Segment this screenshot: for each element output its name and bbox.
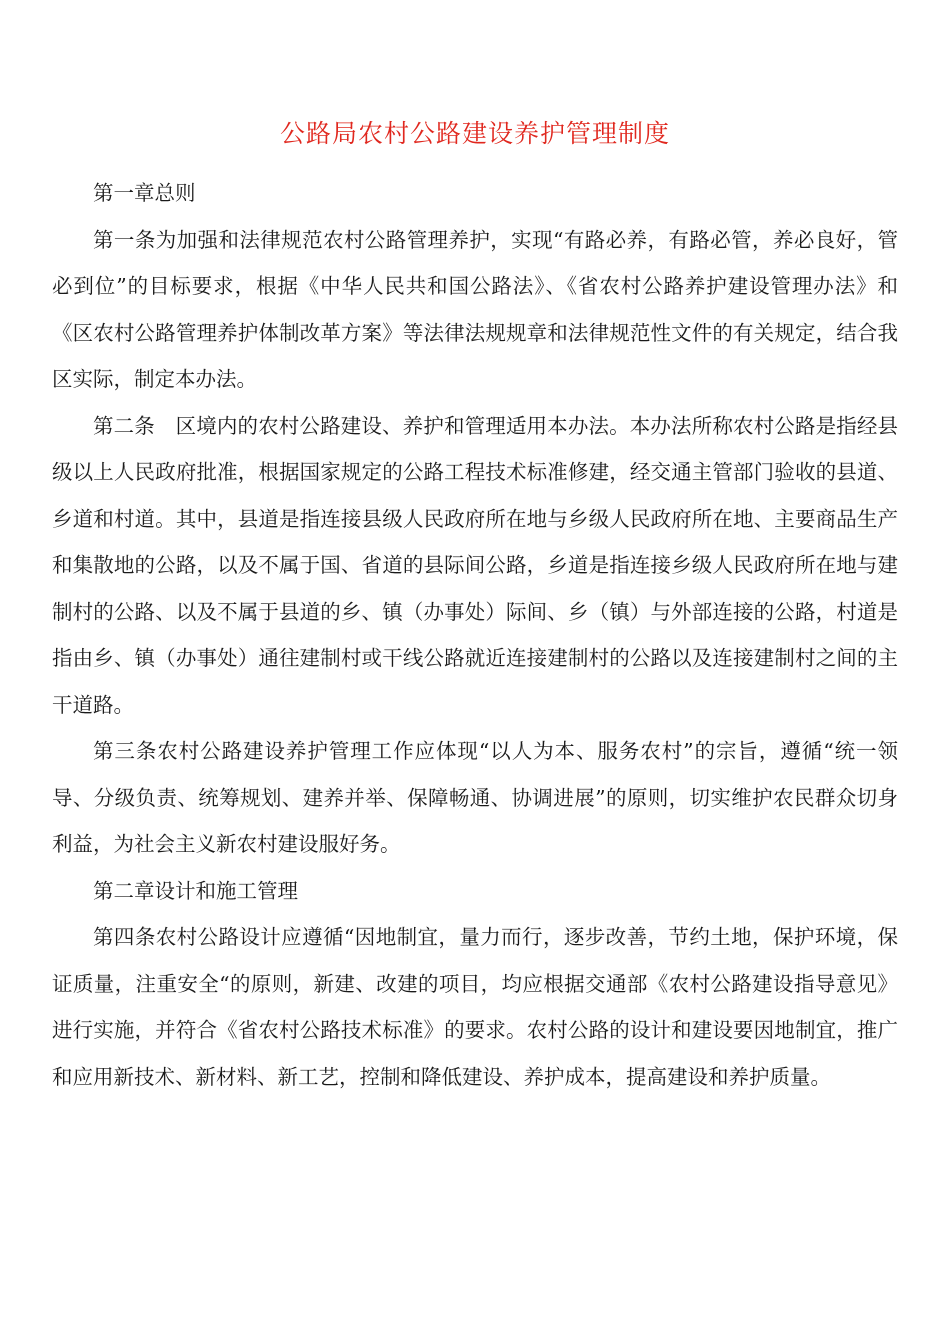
article-3-paragraph: 第三条农村公路建设养护管理工作应体现“以人为本、服务农村”的宗旨，遵循“统一领导、分级负责、统筹规划、建养并举、保障畅通、协调进展”的原则，切实维护农民群众切身利益，为社会主义新农村建设服好务。 (52, 739, 898, 856)
article-2-paragraph: 第二条 区境内的农村公路建设、养护和管理适用本办法。本办法所称农村公路是指经县级以上人民政府批准，根据国家规定的公路工程技术标准修建，经交通主管部门验收的县道、乡道和村道。其中，县道是指连接县级人民政府所在地与乡级人民政府所在地、主要商品生产和集散地的公路，以及不属于国、省道的县际间公路，乡道是指连接乡级人民政府所在地与建制村的公路、以及不属于县道的乡、镇（办事处）际间、乡（镇）与外部连接的公路，村道是指由乡、镇（办事处）通往建制村或干线公路就近连接建制村的公路以及连接建制村之间的主干道路。 (52, 413, 898, 717)
article-1-paragraph: 第一条为加强和法律规范农村公路管理养护，实现“有路必养，有路必管，养必良好，管必到位”的目标要求，根据《中华人民共和国公路法》、《省农村公路养护建设管理办法》和《区农村公路管理养护体制改革方案》等法律法规规章和法律规范性文件的有关规定，结合我区实际，制定本办法。 (52, 227, 898, 391)
document-title: 公路局农村公路建设养护管理制度 (279, 119, 670, 148)
chapter-2-heading: 第二章设计和施工管理 (93, 878, 298, 903)
chapter-1-heading: 第一章总则 (93, 181, 196, 205)
article-4-paragraph: 第四条农村公路设计应遵循“因地制宜，量力而行，逐步改善，节约土地，保护环境，保证质量，注重安全“的原则，新建、改建的项目，均应根据交通部《农村公路建设指导意见》进行实施，并符合《省农村公路技术标准》的要求。农村公路的设计和建设要因地制宜，推广和应用新技术、新材料、新工艺，控制和降低建设、养护成本，提高建设和养护质量。 (52, 925, 898, 1089)
